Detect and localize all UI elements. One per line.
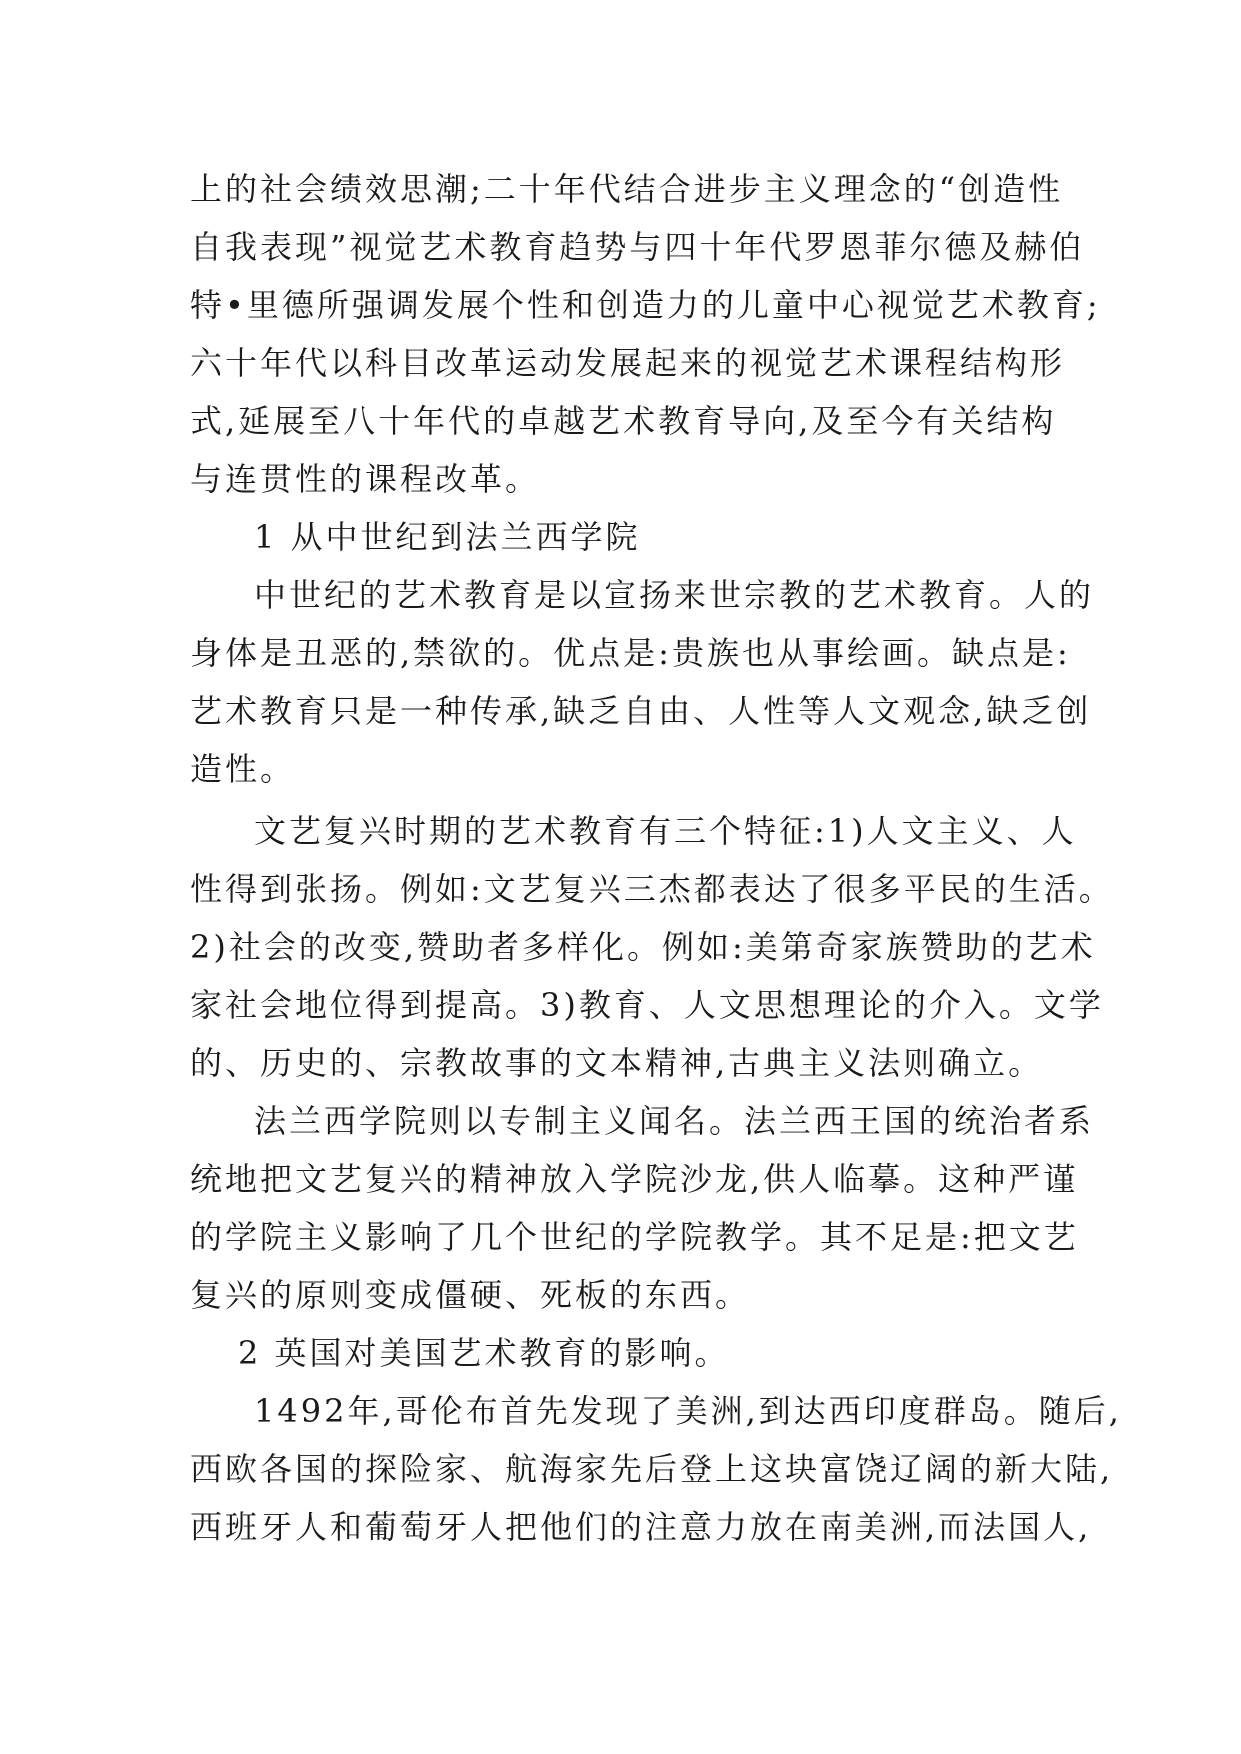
paragraph-line: 式,延展至八十年代的卓越艺术教育导向,及至今有关结构 (190, 402, 1057, 440)
section-heading-2: 2 英国对美国艺术教育的影响。 (238, 1334, 730, 1372)
section-heading-1: 1 从中世纪到法兰西学院 (254, 518, 641, 556)
paragraph-line: 法兰西学院则以专制主义闻名。法兰西王国的统治者系 (254, 1102, 1095, 1140)
paragraph-line: 西班牙人和葡萄牙人把他们的注意力放在南美洲,而法国人, (190, 1508, 1092, 1546)
paragraph-line: 统地把文艺复兴的精神放入学院沙龙,供人临摹。这种严谨 (190, 1160, 1079, 1198)
paragraph-line: 的、历史的、宗教故事的文本精神,古典主义法则确立。 (190, 1044, 1044, 1082)
paragraph-line: 2)社会的改变,赞助者多样化。例如:美第奇家族赞助的艺术 (190, 928, 1096, 966)
paragraph-line: 文艺复兴时期的艺术教育有三个特征:1)人文主义、人 (254, 812, 1077, 850)
paragraph-line: 的学院主义影响了几个世纪的学院教学。其不足是:把文艺 (190, 1218, 1079, 1256)
paragraph-line: 上的社会绩效思潮;二十年代结合进步主义理念的“创造性 (190, 170, 1064, 208)
paragraph-line: 自我表现”视觉艺术教育趋势与四十年代罗恩菲尔德及赫伯 (190, 228, 1085, 266)
paragraph-line: 家社会地位得到提高。3)教育、人文思想理论的介入。文学 (190, 986, 1104, 1024)
paragraph-line: 身体是丑恶的,禁欲的。优点是:贵族也从事绘画。缺点是: (190, 634, 1071, 672)
paragraph-line: 六十年代以科目改革运动发展起来的视觉艺术课程结构形 (190, 344, 1066, 382)
paragraph-line: 与连贯性的课程改革。 (190, 460, 541, 498)
paragraph-line: 特•里德所强调发展个性和创造力的儿童中心视觉艺术教育; (190, 286, 1101, 324)
document-body (190, 160, 1122, 1556)
paragraph-line: 复兴的原则变成僵硬、死板的东西。 (190, 1276, 751, 1314)
paragraph-line: 性得到张扬。例如:文艺复兴三杰都表达了很多平民的生活。 (190, 870, 1114, 908)
paragraph-line: 1492年,哥伦布首先发现了美洲,到达西印度群岛。随后, (254, 1392, 1122, 1430)
paragraph-line: 造性。 (190, 750, 296, 788)
paragraph-line: 西欧各国的探险家、航海家先后登上这块富饶辽阔的新大陆, (190, 1450, 1114, 1488)
paragraph-line: 艺术教育只是一种传承,缺乏自由、人性等人文观念,缺乏创 (190, 692, 1092, 730)
paragraph-line: 中世纪的艺术教育是以宣扬来世宗教的艺术教育。人的 (254, 576, 1095, 614)
